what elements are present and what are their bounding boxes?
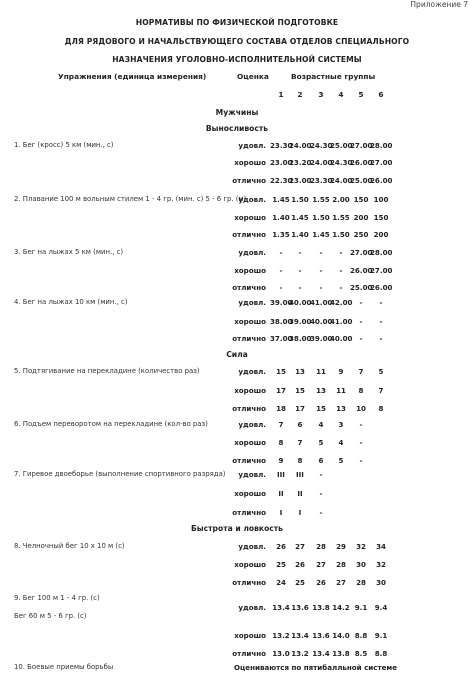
table-cell: 26.00 bbox=[370, 176, 393, 185]
age-group-number: 2 bbox=[297, 90, 303, 99]
grade-label: отлично bbox=[232, 176, 266, 185]
table-cell: 24.00 bbox=[289, 141, 312, 150]
table-cell: 15 bbox=[316, 404, 326, 413]
grade-label: отлично bbox=[232, 404, 266, 413]
table-cell: 7 bbox=[358, 367, 364, 376]
table-cell: - bbox=[359, 298, 363, 307]
table-cell: 28 bbox=[356, 578, 366, 587]
table-cell: 10 bbox=[356, 404, 366, 413]
table-cell: II bbox=[278, 489, 284, 498]
exercise-label: 8. Челночный бег 10 х 10 м (с) bbox=[14, 542, 125, 550]
age-group-number: 4 bbox=[338, 90, 344, 99]
table-cell: 150 bbox=[373, 213, 389, 222]
table-cell: 25.00 bbox=[350, 283, 373, 292]
exercise-label: 2. Плавание 100 м вольным стилем 1 - 4 гр. (мин. с) 5 - 6 гр. (м) bbox=[14, 195, 247, 203]
grade-label: хорошо bbox=[234, 560, 266, 569]
table-cell: 8 bbox=[297, 456, 303, 465]
grade-label: удовл. bbox=[238, 141, 266, 150]
table-cell: - bbox=[359, 334, 363, 343]
exercise-label: 7. Гиревое двоеборье (выполнение спортивного разряда) bbox=[14, 470, 226, 478]
table-cell: 6 bbox=[318, 456, 324, 465]
table-cell: 5 bbox=[378, 367, 384, 376]
table-cell: 15 bbox=[276, 367, 286, 376]
title-line-2: ДЛЯ РЯДОВОГО И НАЧАЛЬСТВУЮЩЕГО СОСТАВА ОТДЕЛОВ СПЕЦИАЛЬНОГО bbox=[64, 37, 410, 46]
table-cell: 23.00 bbox=[270, 158, 293, 167]
table-cell: 37.00 bbox=[270, 334, 293, 343]
table-cell: 27 bbox=[336, 578, 346, 587]
table-cell: 27 bbox=[316, 560, 326, 569]
section-strength: Сила bbox=[226, 350, 248, 359]
appendix-label: Приложение 7 bbox=[410, 0, 468, 9]
table-cell: - bbox=[379, 334, 383, 343]
table-cell: 28 bbox=[336, 560, 346, 569]
table-cell: - bbox=[319, 489, 323, 498]
table-cell: 3 bbox=[338, 420, 344, 429]
title-line-1: НОРМАТИВЫ ПО ФИЗИЧЕСКОЙ ПОДГОТОВКЕ bbox=[135, 18, 339, 27]
table-cell: 23.00 bbox=[289, 176, 312, 185]
table-cell: 5 bbox=[318, 438, 324, 447]
table-cell: 32 bbox=[356, 542, 366, 551]
table-cell: 11 bbox=[336, 386, 346, 395]
grade-label: хорошо bbox=[234, 266, 266, 275]
table-cell: - bbox=[339, 283, 343, 292]
table-cell: 13.0 bbox=[272, 649, 290, 658]
table-cell: II bbox=[297, 489, 303, 498]
table-cell: 24.30 bbox=[330, 158, 353, 167]
exercise-label: 5. Подтягивание на перекладине (количество раз) bbox=[14, 367, 200, 375]
table-cell: 8.5 bbox=[354, 649, 368, 658]
table-cell: III bbox=[296, 470, 304, 479]
table-cell: - bbox=[359, 438, 363, 447]
table-cell: 6 bbox=[297, 420, 303, 429]
exercise-label: 9. Бег 100 м 1 - 4 гр. (с) bbox=[14, 594, 100, 602]
table-cell: 1.55 bbox=[332, 213, 350, 222]
table-cell: 25 bbox=[276, 560, 286, 569]
section-men: Мужчины bbox=[215, 108, 259, 117]
table-cell: 13 bbox=[295, 367, 305, 376]
table-cell: 23.30 bbox=[270, 141, 293, 150]
table-cell: - bbox=[339, 266, 343, 275]
table-cell: 7 bbox=[278, 420, 284, 429]
table-cell: 41.00 bbox=[310, 298, 333, 307]
section-speed: Быстрота и ловкость bbox=[190, 524, 283, 533]
table-cell: 30 bbox=[356, 560, 366, 569]
grade-label: удовл. bbox=[238, 298, 266, 307]
table-cell: 8 bbox=[278, 438, 284, 447]
table-cell: 28 bbox=[316, 542, 326, 551]
grade-label: удовл. bbox=[238, 603, 266, 612]
table-cell: 1.50 bbox=[291, 195, 309, 204]
exercise-label: 3. Бег на лыжах 5 км (мин., с) bbox=[14, 248, 124, 256]
section-endurance: Выносливость bbox=[205, 124, 269, 133]
table-cell: 22.30 bbox=[270, 176, 293, 185]
table-cell: - bbox=[339, 248, 343, 257]
exercise-label: 4. Бег на лыжах 10 км (мин., с) bbox=[14, 298, 128, 306]
grade-label: хорошо bbox=[234, 386, 266, 395]
table-cell: 13.2 bbox=[272, 631, 290, 640]
table-cell: 4 bbox=[338, 438, 344, 447]
table-cell: 30 bbox=[376, 578, 386, 587]
grade-label: удовл. bbox=[238, 248, 266, 257]
table-cell: 28.00 bbox=[370, 141, 393, 150]
table-cell: 1.40 bbox=[272, 213, 290, 222]
table-cell: 150 bbox=[353, 195, 369, 204]
grade-label: хорошо bbox=[234, 317, 266, 326]
grade-label: хорошо bbox=[234, 631, 266, 640]
table-cell: 26 bbox=[316, 578, 326, 587]
table-cell: 4 bbox=[318, 420, 324, 429]
table-cell: 1.50 bbox=[312, 213, 330, 222]
table-cell: - bbox=[319, 266, 323, 275]
table-cell: 250 bbox=[353, 230, 369, 239]
table-cell: 26.00 bbox=[350, 158, 373, 167]
table-cell: 2.00 bbox=[332, 195, 350, 204]
table-cell: 41.00 bbox=[330, 317, 353, 326]
table-cell: 23.30 bbox=[310, 176, 333, 185]
table-cell: 13.4 bbox=[291, 631, 309, 640]
table-cell: 13.8 bbox=[332, 649, 350, 658]
table-cell: - bbox=[298, 266, 302, 275]
grade-label: отлично bbox=[232, 456, 266, 465]
table-cell: - bbox=[359, 317, 363, 326]
table-cell: 40.00 bbox=[289, 298, 312, 307]
table-cell: 1.40 bbox=[291, 230, 309, 239]
grade-label: удовл. bbox=[238, 470, 266, 479]
table-cell: - bbox=[359, 420, 363, 429]
table-cell: 39.00 bbox=[270, 298, 293, 307]
table-cell: 13.6 bbox=[312, 631, 330, 640]
table-cell: III bbox=[277, 470, 285, 479]
table-cell: 23.20 bbox=[289, 158, 312, 167]
table-cell: - bbox=[359, 456, 363, 465]
grade-label: удовл. bbox=[238, 195, 266, 204]
table-cell: 26.00 bbox=[370, 283, 393, 292]
table-cell: 40.00 bbox=[310, 317, 333, 326]
table-cell: 27.00 bbox=[370, 266, 393, 275]
table-cell: 11 bbox=[316, 367, 326, 376]
grade-label: хорошо bbox=[234, 438, 266, 447]
title-line-3: НАЗНАЧЕНИЯ УГОЛОВНО-ИСПОЛНИТЕЛЬНОЙ СИСТЕМЫ bbox=[112, 55, 362, 64]
table-cell: 27.00 bbox=[350, 141, 373, 150]
table-cell: 13 bbox=[316, 386, 326, 395]
table-cell: 17 bbox=[295, 404, 305, 413]
table-cell: 24.00 bbox=[330, 176, 353, 185]
table-cell: 200 bbox=[373, 230, 389, 239]
table-cell: 13.6 bbox=[291, 603, 309, 612]
exercise-label: 10. Боевые приемы борьбы bbox=[14, 663, 114, 671]
grade-label: отлично bbox=[232, 283, 266, 292]
table-cell: 29 bbox=[336, 542, 346, 551]
table-cell: 26 bbox=[295, 560, 305, 569]
table-cell: - bbox=[298, 283, 302, 292]
table-cell: 7 bbox=[297, 438, 303, 447]
table-cell: 13.4 bbox=[312, 649, 330, 658]
table-cell: 24 bbox=[276, 578, 286, 587]
table-cell: 9 bbox=[338, 367, 344, 376]
table-cell: 13.4 bbox=[272, 603, 290, 612]
table-cell: I bbox=[279, 508, 283, 517]
grade-label: хорошо bbox=[234, 489, 266, 498]
header-exercise: Упражнения (единица измерения) bbox=[58, 72, 207, 81]
age-group-number: 1 bbox=[278, 90, 284, 99]
exercise-note: Оцениваются по пятибалльной системе bbox=[234, 663, 398, 672]
table-cell: 24.30 bbox=[310, 141, 333, 150]
table-cell: - bbox=[319, 248, 323, 257]
age-group-number: 6 bbox=[378, 90, 384, 99]
table-cell: 8 bbox=[378, 404, 384, 413]
table-cell: - bbox=[279, 283, 283, 292]
grade-label: отлично bbox=[232, 508, 266, 517]
table-cell: 1.50 bbox=[332, 230, 350, 239]
grade-label: отлично bbox=[232, 334, 266, 343]
table-cell: 17 bbox=[276, 386, 286, 395]
grade-label: отлично bbox=[232, 578, 266, 587]
table-cell: 9.1 bbox=[374, 631, 388, 640]
table-cell: - bbox=[319, 508, 323, 517]
age-group-number: 5 bbox=[358, 90, 364, 99]
table-cell: 100 bbox=[373, 195, 389, 204]
header-age-groups: Возрастные группы bbox=[291, 72, 376, 81]
exercise-label-secondary: Бег 60 м 5 - 6 гр. (с) bbox=[14, 612, 87, 620]
table-cell: 39.00 bbox=[289, 317, 312, 326]
grade-label: удовл. bbox=[238, 420, 266, 429]
table-cell: 13.8 bbox=[312, 603, 330, 612]
table-cell: 9.4 bbox=[374, 603, 388, 612]
table-cell: 9.1 bbox=[354, 603, 368, 612]
table-cell: 25.00 bbox=[350, 176, 373, 185]
table-cell: 28.00 bbox=[370, 248, 393, 257]
table-cell: 26.00 bbox=[350, 266, 373, 275]
grade-label: хорошо bbox=[234, 158, 266, 167]
table-cell: 13 bbox=[336, 404, 346, 413]
table-cell: - bbox=[298, 248, 302, 257]
grade-label: хорошо bbox=[234, 213, 266, 222]
grade-label: отлично bbox=[232, 649, 266, 658]
table-cell: 1.35 bbox=[272, 230, 290, 239]
table-cell: 18 bbox=[276, 404, 286, 413]
table-cell: - bbox=[279, 248, 283, 257]
table-cell: 7 bbox=[378, 386, 384, 395]
table-cell: - bbox=[279, 266, 283, 275]
table-cell: 27 bbox=[295, 542, 305, 551]
table-cell: 39.00 bbox=[310, 334, 333, 343]
table-cell: 27.00 bbox=[370, 158, 393, 167]
table-cell: 26 bbox=[276, 542, 286, 551]
table-cell: 38.00 bbox=[270, 317, 293, 326]
table-cell: 40.00 bbox=[330, 334, 353, 343]
table-cell: - bbox=[379, 298, 383, 307]
table-cell: 25.00 bbox=[330, 141, 353, 150]
table-cell: 25 bbox=[295, 578, 305, 587]
table-cell: 1.45 bbox=[312, 230, 330, 239]
table-cell: - bbox=[379, 317, 383, 326]
table-cell: 14.2 bbox=[332, 603, 350, 612]
table-cell: 5 bbox=[338, 456, 344, 465]
table-cell: 1.45 bbox=[272, 195, 290, 204]
table-cell: 8.8 bbox=[354, 631, 368, 640]
header-grade: Оценка bbox=[237, 72, 269, 81]
table-cell: I bbox=[298, 508, 302, 517]
table-cell: 32 bbox=[376, 560, 386, 569]
table-cell: 1.45 bbox=[291, 213, 309, 222]
grade-label: удовл. bbox=[238, 367, 266, 376]
table-cell: 27.00 bbox=[350, 248, 373, 257]
exercise-label: 1. Бег (кросс) 5 км (мин., с) bbox=[14, 141, 114, 149]
grade-label: удовл. bbox=[238, 542, 266, 551]
table-cell: 15 bbox=[295, 386, 305, 395]
table-cell: 8.8 bbox=[374, 649, 388, 658]
table-cell: 14.0 bbox=[332, 631, 350, 640]
table-cell: 38.00 bbox=[289, 334, 312, 343]
table-cell: 24.00 bbox=[310, 158, 333, 167]
table-cell: 8 bbox=[358, 386, 364, 395]
table-cell: 200 bbox=[353, 213, 369, 222]
table-cell: - bbox=[319, 470, 323, 479]
table-cell: 34 bbox=[376, 542, 386, 551]
table-cell: 42.00 bbox=[330, 298, 353, 307]
grade-label: отлично bbox=[232, 230, 266, 239]
age-group-number: 3 bbox=[318, 90, 324, 99]
table-cell: 13.2 bbox=[291, 649, 309, 658]
exercise-label: 6. Подъем переворотом на перекладине (кол-во раз) bbox=[14, 420, 208, 428]
table-cell: - bbox=[319, 283, 323, 292]
table-cell: 9 bbox=[278, 456, 284, 465]
table-cell: 1.55 bbox=[312, 195, 330, 204]
